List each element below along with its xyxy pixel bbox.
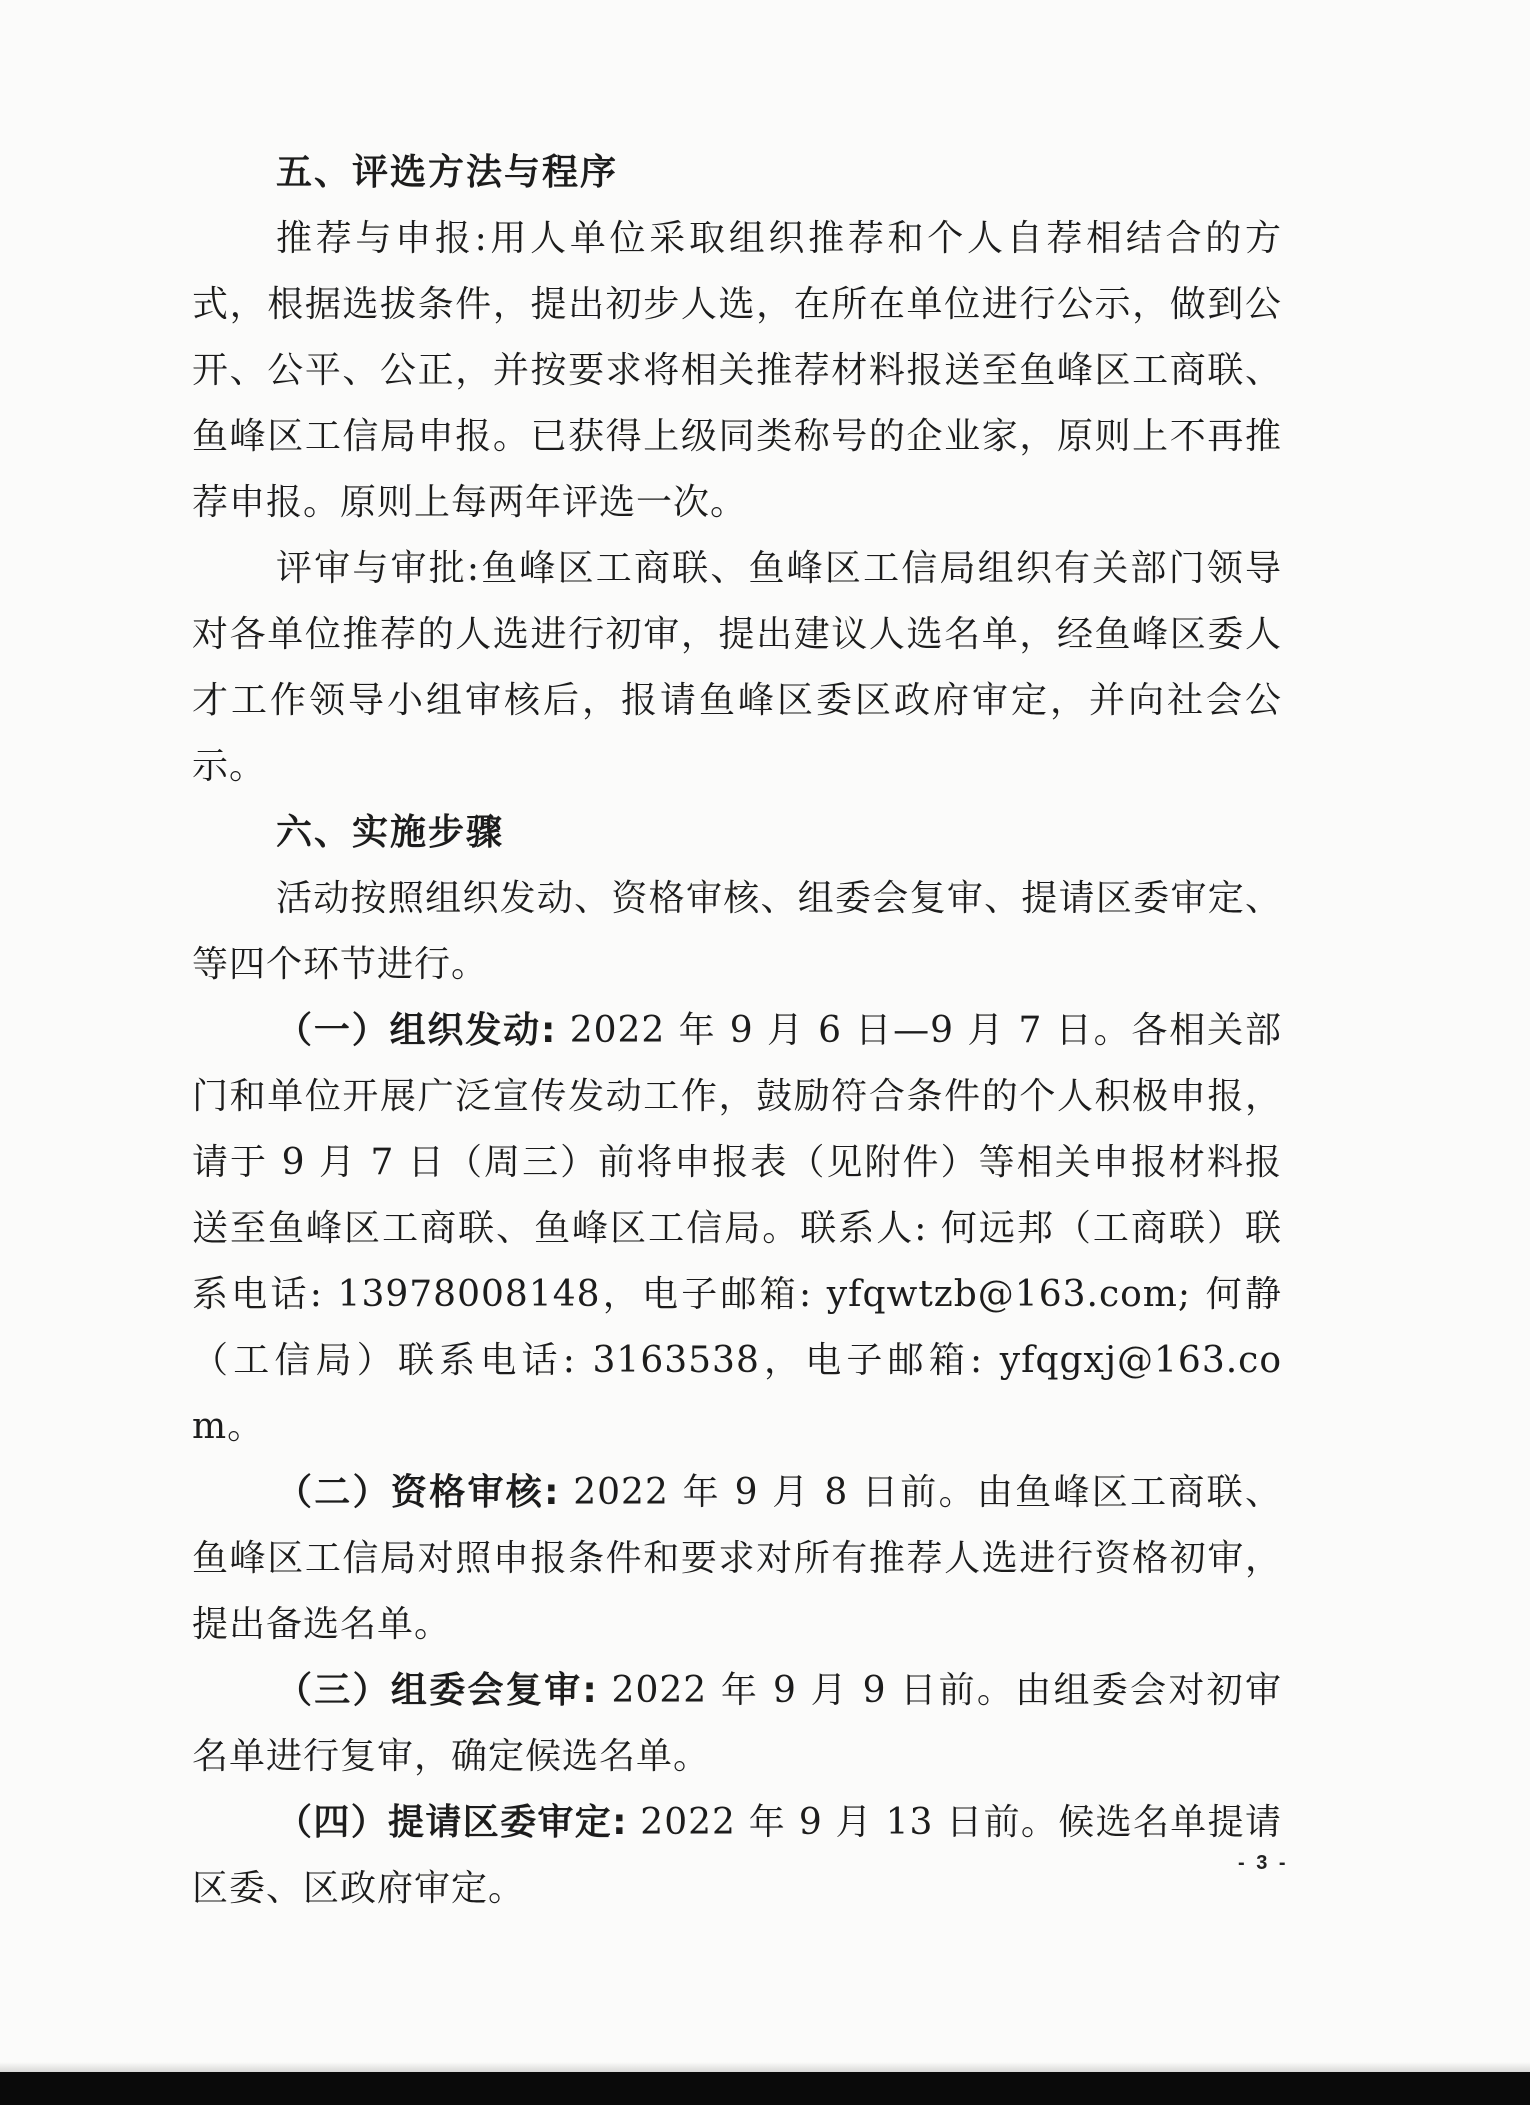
paragraph-implementation-intro: 活动按照组织发动、资格审核、组委会复审、提请区委审定、等四个环节进行。 — [192, 878, 1282, 985]
section-heading-implementation: 六、实施步骤 — [276, 812, 505, 853]
step-committee-review-text: 2022 年 9 月 9 日前。由组委会对初审名单进行复审，确定候选名单。 — [192, 1670, 1282, 1777]
step-qualification-text: 2022 年 9 月 8 日前。由鱼峰区工商联、鱼峰区工信局对照申报条件和要求对所有推荐人选进行资格初审，提出备选名单。 — [192, 1472, 1282, 1645]
step-qualification-lead: （二）资格审核: — [276, 1472, 560, 1513]
paragraph-recommendation: 推荐与申报:用人单位采取组织推荐和个人自荐相结合的方式，根据选拔条件，提出初步人选，在所在单位进行公示，做到公开、公平、公正，并按要求将相关推荐材料报送至鱼峰区工商联、鱼峰区工信局申报。已获得上级同类称号的企业家，原则上不再推荐申报。原则上每两年评选一次。 — [192, 218, 1282, 523]
step-organize-text: 2022 年 9 月 6 日—9 月 7 日。各相关部门和单位开展广泛宣传发动工作，鼓励符合条件的个人积极申报，请于 9 月 7 日（周三）前将申报表（见附件）等相关申报材料报送至鱼峰区工商联、鱼峰区工信局。联系人: 何远邦（工商联）联系电话: 13978008148，电子邮箱: yfqwtzb@163.com; 何静（工信局）联系电话: 3163538，电子邮箱: yfqgxj@163.com。 — [192, 1010, 1282, 1447]
step-organize-lead: （一）组织发动: — [276, 1010, 557, 1051]
document-body — [192, 140, 1282, 1922]
step-committee-review-lead: （三）组委会复审: — [276, 1670, 598, 1711]
step-district-approval-lead: （四）提请区委审定: — [276, 1802, 628, 1843]
scan-border — [0, 2072, 1530, 2105]
step-qualification — [192, 1460, 1282, 1658]
step-district-approval-text: 2022 年 9 月 13 日前。候选名单提请区委、区政府审定。 — [192, 1802, 1282, 1909]
step-committee-review — [192, 1658, 1282, 1790]
page-number: - 3 - — [1238, 1852, 1289, 1874]
step-district-approval — [192, 1790, 1282, 1922]
section-heading-evaluation: 五、评选方法与程序 — [276, 152, 619, 193]
paragraph-review-approval: 评审与审批:鱼峰区工商联、鱼峰区工信局组织有关部门领导对各单位推荐的人选进行初审，提出建议人选名单，经鱼峰区委人才工作领导小组审核后，报请鱼峰区委区政府审定，并向社会公示。 — [192, 548, 1282, 787]
scan-page-edge — [0, 2062, 1530, 2072]
step-organize — [192, 998, 1282, 1460]
